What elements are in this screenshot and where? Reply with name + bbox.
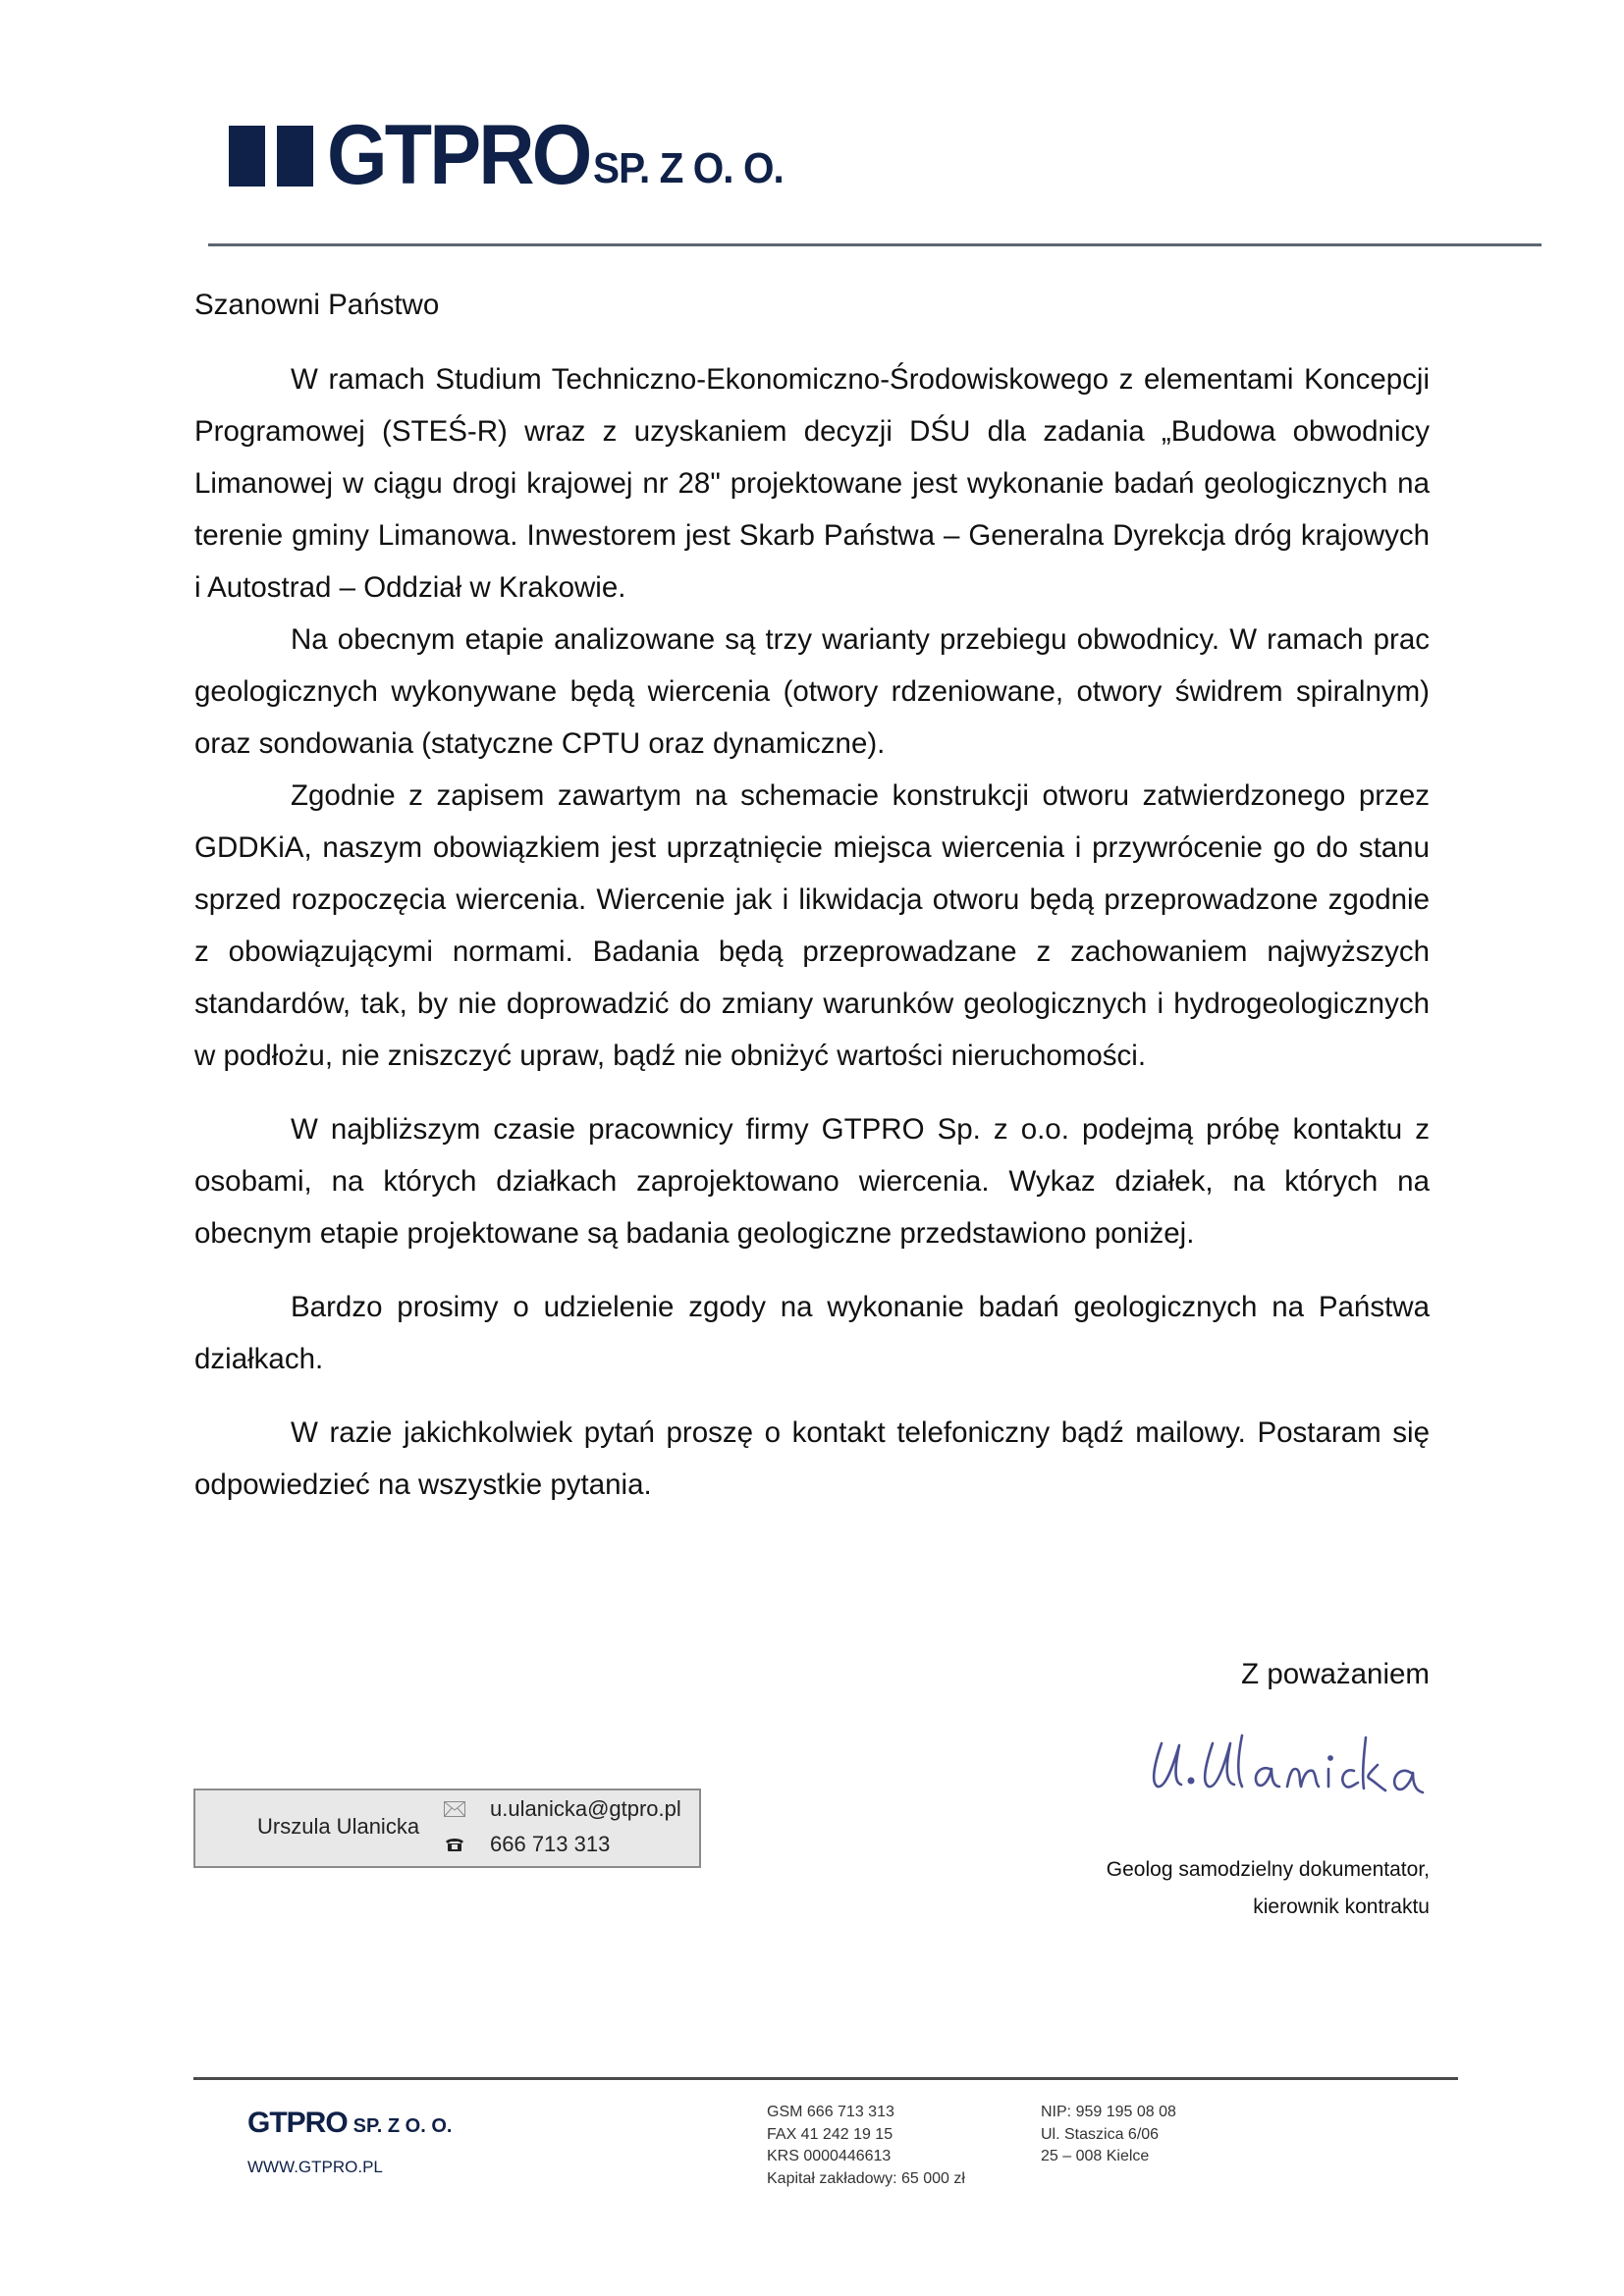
role-line-1: Geolog samodzielny dokumentator, <box>1106 1858 1430 1881</box>
greeting: Szanowni Państwo <box>194 289 440 321</box>
footer-divider <box>193 2077 1458 2080</box>
paragraph: Bardzo prosimy o udzielenie zgody na wykonanie badań geologicznych na Państwa działkach. <box>194 1291 1430 1375</box>
logo-block-icon <box>229 126 265 187</box>
telephone-icon <box>444 1836 465 1853</box>
footer-website-link[interactable]: WWW.GTPRO.PL <box>247 2158 383 2176</box>
letter-body <box>194 279 1430 1511</box>
paragraph: Zgodnie z zapisem zawartym na schemacie konstrukcji otworu zatwierdzonego przez GDDKiA, naszym obowiązkiem jest uprzątnięcie miejsca wiercenia i przywrócenie go do stanu sprzed rozpoczęcia wiercenia. Wiercenie jak i likwidacja otworu będą przeprowadzone zgodnie z obowiązującymi normami. Badania będą przeprowadzane z zachowaniem najwyższych standardów, tak, by nie doprowadzić do zmiany warunków geologicznych i hydrogeologicznych w podłożu, nie zniszczyć upraw, bądź nie obniżyć wartości nieruchomości. <box>194 779 1430 1072</box>
contact-name: Urszula Ulanicka <box>257 1814 420 1839</box>
contact-card <box>193 1789 701 1868</box>
header-divider <box>208 243 1542 246</box>
footer-city: 25 – 008 Kielce <box>1041 2148 1150 2164</box>
paragraph: W najbliższym czasie pracownicy firmy GTPRO Sp. z o.o. podejmą próbę kontaktu z osobami, na których działkach zaprojektowano wiercenia. Wykaz działek, na których na obecnym etapie projektowane są badania geologiczne przedstawiono poniżej. <box>194 1113 1430 1250</box>
footer-capital: Kapitał zakładowy: 65 000 zł <box>767 2169 965 2187</box>
footer-street: Ul. Staszica 6/06 <box>1041 2125 1160 2143</box>
closing: Z poważaniem <box>1241 1658 1430 1690</box>
logo-block-icon <box>277 126 313 187</box>
paragraph: Na obecnym etapie analizowane są trzy warianty przebiegu obwodnicy. W ramach prac geologicznych wykonywane będą wiercenia (otwory rdzeniowane, otwory świdrem spiralnym) oraz sondowania (statyczne CPTU oraz dynamiczne). <box>194 623 1430 760</box>
footer-contact-column <box>767 2102 965 2190</box>
company-logo <box>229 108 820 202</box>
contact-email-row <box>444 1796 681 1822</box>
contact-email-link[interactable]: u.ulanicka@gtpro.pl <box>490 1796 681 1821</box>
handwritten-signature <box>1144 1726 1438 1814</box>
envelope-icon <box>444 1800 465 1818</box>
footer-brand-suffix: SP. Z O. O. <box>352 2115 453 2137</box>
contact-phone[interactable]: 666 713 313 <box>490 1832 611 1856</box>
footer-address-column <box>1041 2102 1176 2168</box>
logo-suffix: SP. Z O. O. <box>592 144 784 192</box>
contact-phone-row <box>444 1832 610 1857</box>
footer-brand: GTPRO <box>247 2107 348 2139</box>
footer-logo <box>247 2107 452 2140</box>
role-line-2: kierownik kontraktu <box>1253 1896 1430 1918</box>
footer-nip: NIP: 959 195 08 08 <box>1041 2104 1176 2120</box>
footer-fax: FAX 41 242 19 15 <box>767 2125 893 2143</box>
footer-krs: KRS 0000446613 <box>767 2148 892 2164</box>
signer-role <box>1107 1851 1430 1926</box>
logo-brand: GTPRO <box>327 108 590 202</box>
paragraph: W razie jakichkolwiek pytań proszę o kontakt telefoniczny bądź mailowy. Postaram się odpowiedzieć na wszystkie pytania. <box>194 1416 1430 1501</box>
paragraph: W ramach Studium Techniczno-Ekonomiczno-Środowiskowego z elementami Koncepcji Programowej (STEŚ-R) wraz z uzyskaniem decyzji DŚU dla zadania „Budowa obwodnicy Limanowej w ciągu drogi krajowej nr 28" projektowane jest wykonanie badań geologicznych na terenie gminy Limanowa. Inwestorem jest Skarb Państwa – Generalna Dyrekcja dróg krajowych i Autostrad – Oddział w Krakowie. <box>194 363 1430 604</box>
footer-gsm: GSM 666 713 313 <box>767 2104 894 2120</box>
